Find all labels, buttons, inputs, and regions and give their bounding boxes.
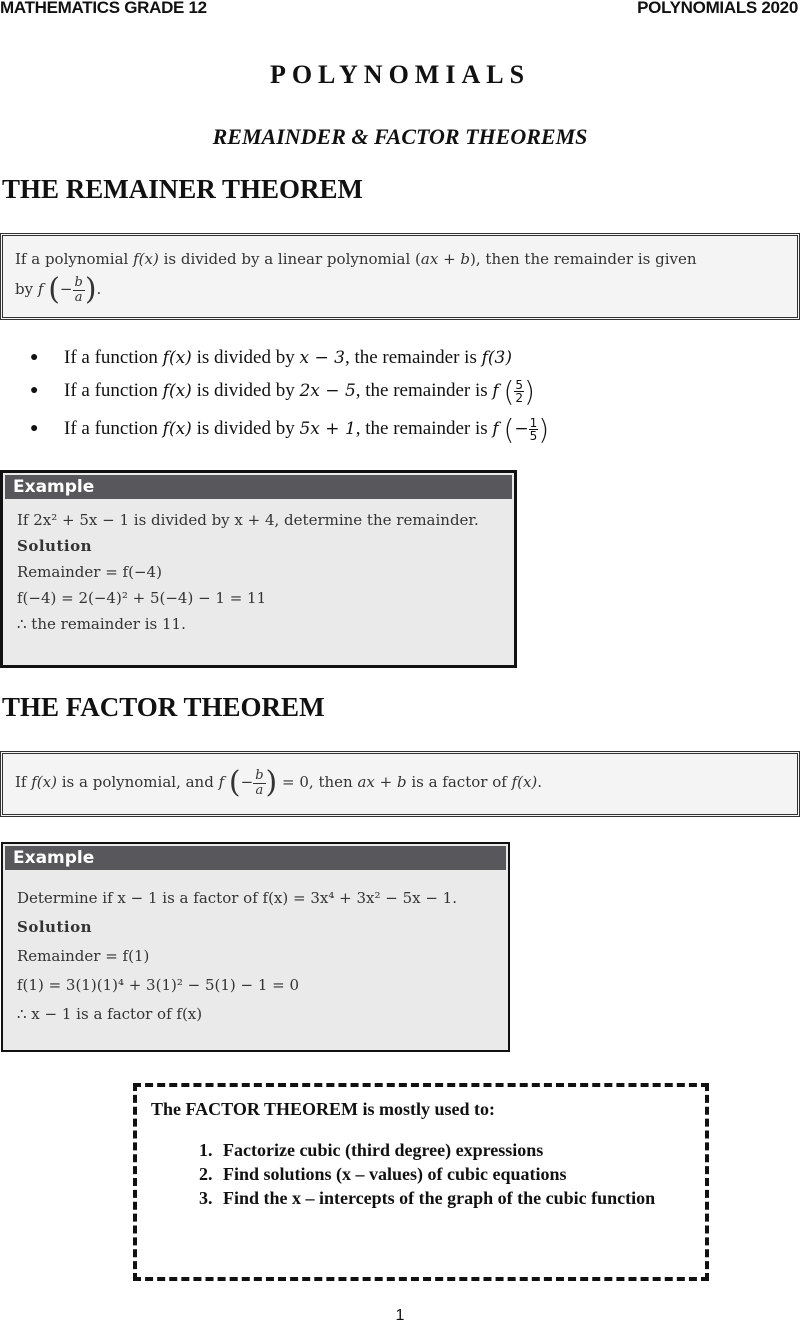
list-item: 1. Factorize cubic (third degree) expressions (217, 1138, 705, 1162)
solution-line: Remainder = f(−4) (17, 563, 162, 581)
list-item: 3. Find the x – intercepts of the graph of the cubic function (217, 1186, 705, 1210)
bullet-icon: ● (30, 421, 39, 436)
page-number: 1 (395, 1307, 405, 1324)
factor-theorem-uses-box (133, 1083, 709, 1281)
remainder-example-box (0, 470, 517, 668)
solution-label: Solution (17, 537, 92, 555)
factor-theorem-definition: If f(x) is a polynomial, and f (− $\frac{b}{a}$ ) = 0, then ax + b is a factor of f(x). (0, 751, 800, 817)
remainder-theorem-definition: If a polynomial f(x) is divided by a linear polynomial (ax + b), then the remainder is given by f (− $\frac{b}{a}$ ). (0, 233, 800, 320)
uses-title: The FACTOR THEOREM is mostly used to: (151, 1099, 496, 1119)
example-header: Example (5, 475, 512, 499)
solution-line: f(1) = 3(1)(1)⁴ + 3(1)² − 5(1) − 1 = 0 (17, 976, 300, 994)
factor-example-box (1, 842, 510, 1052)
factor-theorem-heading: THE FACTOR THEOREM (2, 692, 325, 722)
bullet-icon: ● (30, 350, 39, 365)
list-item: ● If a function f(x) is divided by 5x + 1 , the remainder is f ( − $\frac{1}{5}$ ) (30, 412, 550, 446)
remainder-examples-list (30, 343, 549, 449)
solution-label: Solution (17, 918, 92, 936)
uses-list (137, 1138, 705, 1210)
list-item: ● If a function f(x) is divided by x − 3 , the remainder is f(3) (30, 347, 512, 368)
fraction-b-over-a: $\frac{b}{a}$ (74, 274, 83, 305)
list-item: ● If a function f(x) is divided by 2x − 5 , the remainder is f ( 5 2 ) (30, 374, 535, 408)
header-right: POLYNOMIALS 2020 (637, 0, 798, 17)
solution-line: f(−4) = 2(−4)² + 5(−4) − 1 = 11 (17, 589, 267, 607)
page-title: POLYNOMIALS (269, 60, 531, 89)
example-header: Example (5, 846, 506, 870)
list-item: 2. Find solutions (x – values) of cubic equations (217, 1162, 705, 1186)
remainder-theorem-heading: THE REMAINER THEOREM (2, 174, 364, 204)
example-question: Determine if x − 1 is a factor of f(x) = 3x⁴ + 3x² − 5x − 1. (17, 889, 457, 907)
solution-line: ∴ x − 1 is a factor of f(x) (17, 1005, 203, 1023)
header-left: MATHEMATICS GRADE 12 (0, 0, 207, 17)
page-subtitle: REMAINDER & FACTOR THEOREMS (212, 124, 588, 149)
example-question: If 2x² + 5x − 1 is divided by x + 4, determine the remainder. (17, 511, 479, 529)
solution-line: ∴ the remainder is 11. (17, 615, 186, 633)
bullet-icon: ● (30, 383, 39, 398)
solution-line: Remainder = f(1) (17, 947, 150, 965)
